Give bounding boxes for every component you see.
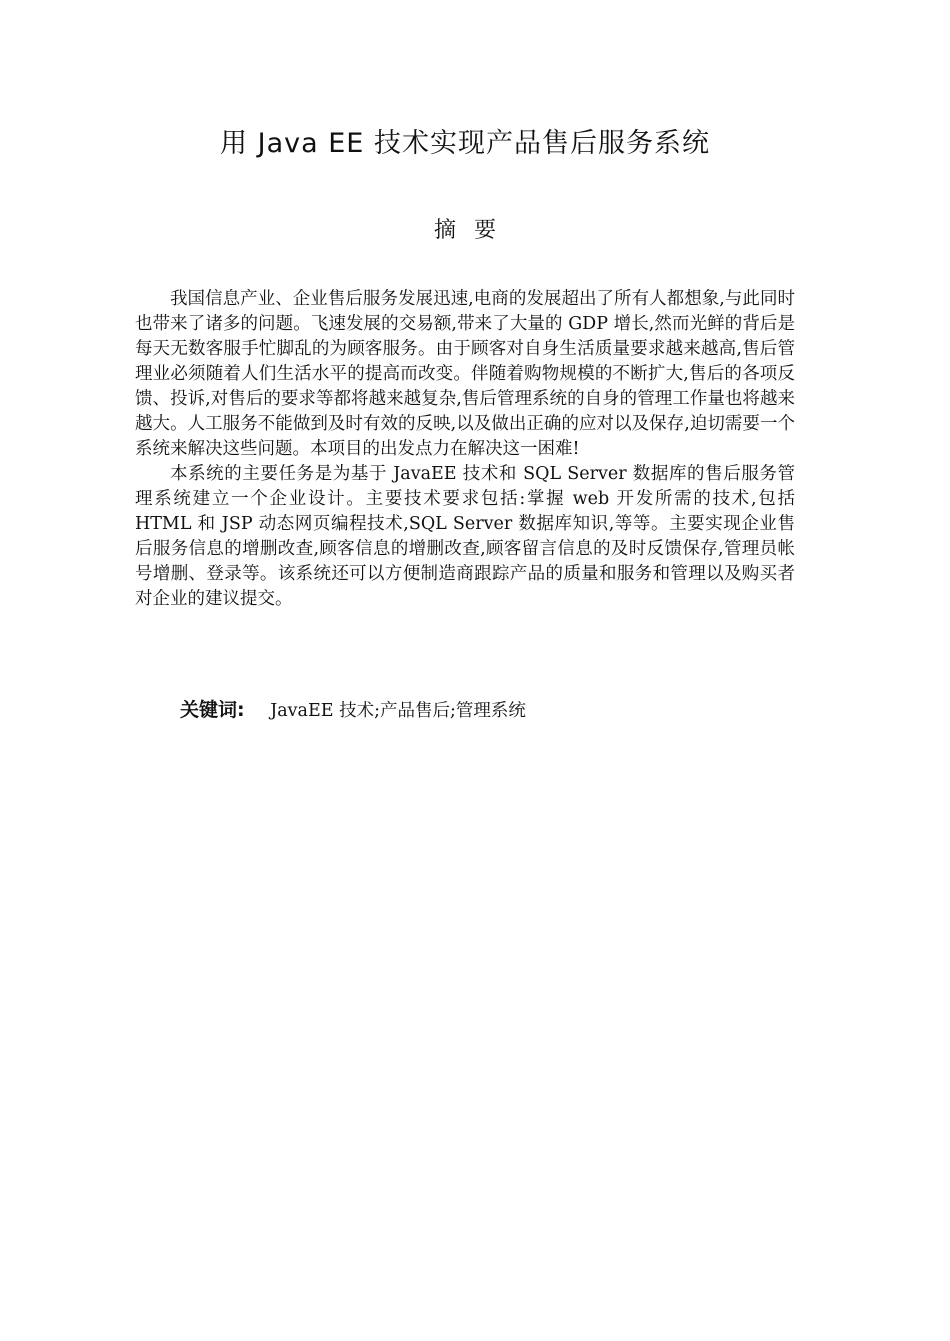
keywords-line bbox=[180, 696, 780, 725]
abstract-paragraph: 我国信息产业、企业售后服务发展迅速,电商的发展超出了所有人都想象,与此同时也带来了诸多的问题。飞速发展的交易额,带来了大量的 GDP 增长,然而光鲜的背后是每天无数客服手忙脚乱的为顾客服务。由于顾客对自身生活质量要求越来越高,售后管理业必须随着人们生活水平的提高而改变。伴随着购物规模的不断扩大,售后的各项反馈、投诉,对售后的要求等都将越来越复杂,售后管理系统的自身的管理工作量也将越来越大。人工服务不能做到及时有效的反映,以及做出正确的应对以及保存,迫切需要一个系统来解决这些问题。本项目的出发点力在解决这一困难! bbox=[135, 289, 795, 459]
abstract-paragraph: 本系统的主要任务是为基于 JavaEE 技术和 SQL Server 数据库的售后服务管理系统建立一个企业设计。主要技术要求包括:掌握 web 开发所需的技术,包括 HTML 和 JSP 动态网页编程技术,SQL Server 数据库知识,等等。主要实现企业售后服务信息的增删改查,顾客信息的增删改查,顾客留言信息的及时反馈保存,管理员帐号增删、登录等。该系统还可以方便制造商跟踪产品的质量和服务和管理以及购买者对企业的建议提交。 bbox=[135, 464, 795, 609]
keywords-value: JavaEE 技术;产品售后;管理系统 bbox=[270, 701, 526, 721]
abstract-body bbox=[135, 287, 795, 612]
abstract-heading: 摘要 bbox=[433, 218, 514, 243]
keywords-label: 关键词: bbox=[180, 699, 245, 721]
paper-title: 用 Java EE 技术实现产品售后服务系统 bbox=[220, 128, 710, 159]
